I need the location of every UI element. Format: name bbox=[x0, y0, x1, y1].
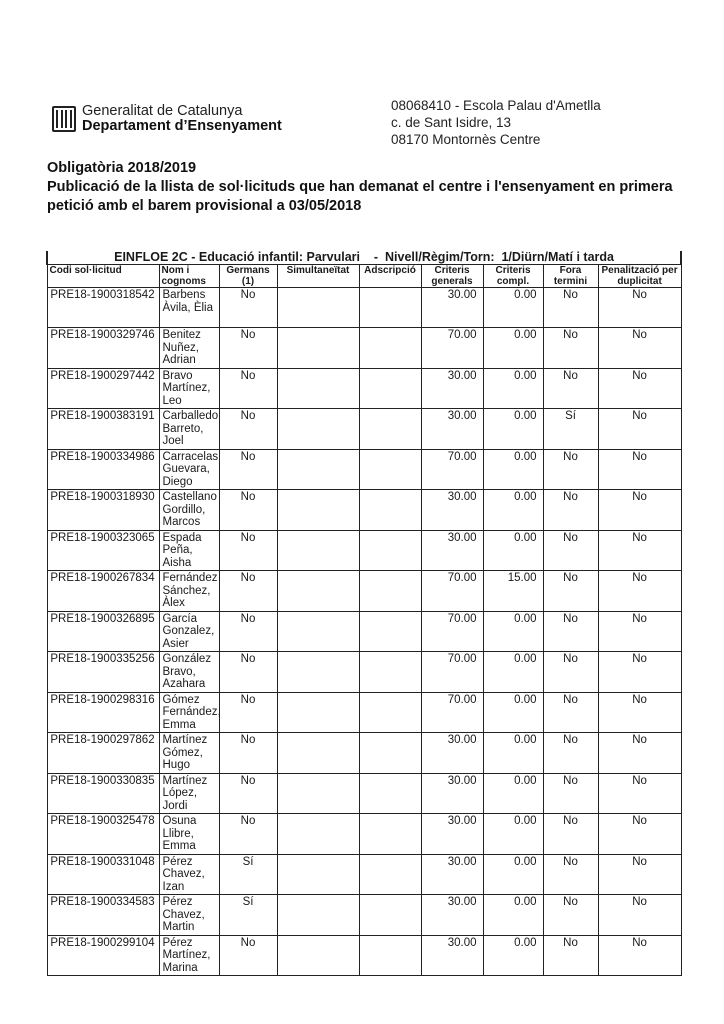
cell-germans: No bbox=[219, 409, 277, 450]
cell-adscripcio bbox=[359, 368, 421, 409]
cell-fora-termini: No bbox=[543, 935, 598, 976]
cell-simultaneitat bbox=[277, 692, 359, 733]
table-row bbox=[47, 935, 681, 976]
col-header-code: Codi sol·licitud bbox=[47, 265, 159, 288]
col-header-fora-termini: Fora termini bbox=[543, 265, 598, 288]
cell-adscripcio bbox=[359, 611, 421, 652]
cell-name: Gómez Fernández, Emma bbox=[159, 692, 219, 733]
cell-code: PRE18-1900297442 bbox=[47, 368, 159, 409]
cell-fora-termini: No bbox=[543, 449, 598, 490]
cell-germans: No bbox=[219, 692, 277, 733]
cell-adscripcio bbox=[359, 652, 421, 693]
cell-criteris-compl: 0.00 bbox=[483, 368, 543, 409]
cell-criteris-generals: 30.00 bbox=[421, 895, 483, 936]
cell-fora-termini: No bbox=[543, 854, 598, 895]
cell-criteris-compl: 0.00 bbox=[483, 490, 543, 531]
cell-germans: No bbox=[219, 328, 277, 369]
cell-penalitzacio: No bbox=[598, 571, 681, 612]
cell-simultaneitat bbox=[277, 409, 359, 450]
cell-adscripcio bbox=[359, 288, 421, 328]
cell-criteris-compl: 0.00 bbox=[483, 935, 543, 976]
cell-germans: No bbox=[219, 530, 277, 571]
cell-criteris-compl: 0.00 bbox=[483, 449, 543, 490]
cell-criteris-generals: 30.00 bbox=[421, 288, 483, 328]
cell-code: PRE18-1900299104 bbox=[47, 935, 159, 976]
cell-code: PRE18-1900318930 bbox=[47, 490, 159, 531]
cell-penalitzacio: No bbox=[598, 449, 681, 490]
cell-germans: No bbox=[219, 611, 277, 652]
cell-adscripcio bbox=[359, 530, 421, 571]
cell-germans: No bbox=[219, 935, 277, 976]
cell-code: PRE18-1900383191 bbox=[47, 409, 159, 450]
cell-criteris-compl: 0.00 bbox=[483, 288, 543, 328]
col-header-germans: Germans (1) bbox=[219, 265, 277, 288]
generalitat-shield-icon bbox=[52, 106, 76, 132]
cell-criteris-generals: 70.00 bbox=[421, 611, 483, 652]
cell-penalitzacio: No bbox=[598, 652, 681, 693]
table-row bbox=[47, 733, 681, 774]
cell-fora-termini: No bbox=[543, 733, 598, 774]
cell-fora-termini: No bbox=[543, 895, 598, 936]
cell-germans: No bbox=[219, 652, 277, 693]
cell-penalitzacio: No bbox=[598, 288, 681, 328]
cell-penalitzacio: No bbox=[598, 692, 681, 733]
cell-adscripcio bbox=[359, 935, 421, 976]
cell-adscripcio bbox=[359, 328, 421, 369]
cell-criteris-generals: 70.00 bbox=[421, 652, 483, 693]
cell-adscripcio bbox=[359, 409, 421, 450]
col-header-simultaneitat: Simultaneïtat bbox=[277, 265, 359, 288]
cell-fora-termini: No bbox=[543, 368, 598, 409]
cell-code: PRE18-1900330835 bbox=[47, 773, 159, 814]
cell-criteris-compl: 0.00 bbox=[483, 814, 543, 855]
col-header-name: Nom i cognoms bbox=[159, 265, 219, 288]
cell-code: PRE18-1900329746 bbox=[47, 328, 159, 369]
cell-fora-termini: No bbox=[543, 490, 598, 531]
cell-simultaneitat bbox=[277, 490, 359, 531]
table-header-row bbox=[47, 265, 681, 288]
cell-name: González Bravo, Azahara bbox=[159, 652, 219, 693]
cell-simultaneitat bbox=[277, 288, 359, 328]
cell-criteris-generals: 30.00 bbox=[421, 490, 483, 531]
cell-criteris-generals: 30.00 bbox=[421, 368, 483, 409]
table-row bbox=[47, 328, 681, 369]
cell-criteris-compl: 0.00 bbox=[483, 854, 543, 895]
col-header-penalitzacio: Penalització per duplicitat bbox=[598, 265, 681, 288]
cell-simultaneitat bbox=[277, 652, 359, 693]
cell-penalitzacio: No bbox=[598, 854, 681, 895]
cell-simultaneitat bbox=[277, 935, 359, 976]
cell-fora-termini: No bbox=[543, 571, 598, 612]
cell-penalitzacio: No bbox=[598, 490, 681, 531]
cell-criteris-generals: 30.00 bbox=[421, 814, 483, 855]
cell-name: Pérez Chavez, Izan bbox=[159, 854, 219, 895]
cell-adscripcio bbox=[359, 814, 421, 855]
cell-criteris-generals: 30.00 bbox=[421, 854, 483, 895]
table-row bbox=[47, 814, 681, 855]
table-row bbox=[47, 571, 681, 612]
cell-criteris-generals: 30.00 bbox=[421, 733, 483, 774]
cell-criteris-compl: 0.00 bbox=[483, 773, 543, 814]
cell-simultaneitat bbox=[277, 571, 359, 612]
cell-simultaneitat bbox=[277, 814, 359, 855]
cell-penalitzacio: No bbox=[598, 530, 681, 571]
document-title bbox=[47, 159, 673, 216]
table-row bbox=[47, 895, 681, 936]
cell-name: Espada Peña, Aisha bbox=[159, 530, 219, 571]
cell-criteris-compl: 15.00 bbox=[483, 571, 543, 612]
col-header-criteris-compl: Criteris compl. bbox=[483, 265, 543, 288]
cell-name: Fernández Sánchez, Àlex bbox=[159, 571, 219, 612]
cell-penalitzacio: No bbox=[598, 368, 681, 409]
cell-criteris-compl: 0.00 bbox=[483, 328, 543, 369]
col-header-adscripcio: Adscripció bbox=[359, 265, 421, 288]
table-row bbox=[47, 368, 681, 409]
cell-germans: No bbox=[219, 449, 277, 490]
table-row bbox=[47, 611, 681, 652]
title-line-3: petició amb el barem provisional a 03/05/2018 bbox=[47, 198, 362, 214]
cell-criteris-compl: 0.00 bbox=[483, 652, 543, 693]
cell-adscripcio bbox=[359, 733, 421, 774]
cell-criteris-generals: 30.00 bbox=[421, 935, 483, 976]
cell-germans: Sí bbox=[219, 854, 277, 895]
organization-name bbox=[82, 104, 282, 134]
cell-adscripcio bbox=[359, 692, 421, 733]
cell-simultaneitat bbox=[277, 449, 359, 490]
cell-code: PRE18-1900298316 bbox=[47, 692, 159, 733]
school-address bbox=[391, 97, 601, 148]
applications-table-container bbox=[46, 251, 680, 976]
table-row bbox=[47, 692, 681, 733]
logo-block bbox=[52, 104, 282, 134]
cell-code: PRE18-1900267834 bbox=[47, 571, 159, 612]
table-row bbox=[47, 288, 681, 328]
cell-code: PRE18-1900325478 bbox=[47, 814, 159, 855]
cell-code: PRE18-1900297862 bbox=[47, 733, 159, 774]
cell-penalitzacio: No bbox=[598, 814, 681, 855]
title-line-1: Obligatòria 2018/2019 bbox=[47, 160, 197, 176]
cell-fora-termini: No bbox=[543, 530, 598, 571]
cell-fora-termini: No bbox=[543, 652, 598, 693]
cell-name: Pérez Martínez, Marina bbox=[159, 935, 219, 976]
cell-germans: Sí bbox=[219, 895, 277, 936]
cell-fora-termini: No bbox=[543, 814, 598, 855]
cell-criteris-compl: 0.00 bbox=[483, 733, 543, 774]
cell-penalitzacio: No bbox=[598, 409, 681, 450]
table-row bbox=[47, 530, 681, 571]
cell-criteris-generals: 70.00 bbox=[421, 328, 483, 369]
cell-criteris-compl: 0.00 bbox=[483, 895, 543, 936]
cell-simultaneitat bbox=[277, 773, 359, 814]
cell-name: Martínez Gómez, Hugo bbox=[159, 733, 219, 774]
cell-criteris-compl: 0.00 bbox=[483, 530, 543, 571]
cell-simultaneitat bbox=[277, 328, 359, 369]
cell-adscripcio bbox=[359, 854, 421, 895]
cell-fora-termini: No bbox=[543, 288, 598, 328]
cell-germans: No bbox=[219, 773, 277, 814]
org-line-2: Departament d’Ensenyament bbox=[82, 118, 282, 134]
cell-adscripcio bbox=[359, 773, 421, 814]
cell-code: PRE18-1900323065 bbox=[47, 530, 159, 571]
school-name: 08068410 - Escola Palau d'Ametlla bbox=[391, 98, 601, 113]
cell-simultaneitat bbox=[277, 895, 359, 936]
school-street: c. de Sant Isidre, 13 bbox=[391, 115, 512, 130]
table-row bbox=[47, 449, 681, 490]
cell-code: PRE18-1900318542 bbox=[47, 288, 159, 328]
table-row bbox=[47, 490, 681, 531]
cell-name: Carracelas Guevara, Diego bbox=[159, 449, 219, 490]
cell-name: Bravo Martínez, Leo bbox=[159, 368, 219, 409]
cell-penalitzacio: No bbox=[598, 611, 681, 652]
table-row bbox=[47, 854, 681, 895]
applications-table bbox=[46, 251, 682, 976]
cell-fora-termini: No bbox=[543, 611, 598, 652]
cell-name: Carballedo Barreto, Joel bbox=[159, 409, 219, 450]
cell-name: Pérez Chavez, Martin bbox=[159, 895, 219, 936]
table-row bbox=[47, 773, 681, 814]
cell-name: Barbens Àvila, Èlia bbox=[159, 288, 219, 328]
cell-code: PRE18-1900331048 bbox=[47, 854, 159, 895]
cell-fora-termini: No bbox=[543, 692, 598, 733]
cell-simultaneitat bbox=[277, 611, 359, 652]
cell-simultaneitat bbox=[277, 733, 359, 774]
cell-criteris-generals: 30.00 bbox=[421, 773, 483, 814]
cell-name: Osuna Llibre, Emma bbox=[159, 814, 219, 855]
cell-germans: No bbox=[219, 814, 277, 855]
cell-simultaneitat bbox=[277, 530, 359, 571]
cell-adscripcio bbox=[359, 449, 421, 490]
cell-germans: No bbox=[219, 368, 277, 409]
cell-criteris-generals: 70.00 bbox=[421, 449, 483, 490]
cell-code: PRE18-1900334986 bbox=[47, 449, 159, 490]
cell-adscripcio bbox=[359, 490, 421, 531]
cell-code: PRE18-1900334583 bbox=[47, 895, 159, 936]
cell-simultaneitat bbox=[277, 854, 359, 895]
org-line-1: Generalitat de Catalunya bbox=[82, 103, 243, 119]
cell-criteris-generals: 30.00 bbox=[421, 409, 483, 450]
cell-fora-termini: No bbox=[543, 328, 598, 369]
school-city: 08170 Montornès Centre bbox=[391, 132, 541, 147]
cell-criteris-generals: 70.00 bbox=[421, 692, 483, 733]
table-row bbox=[47, 652, 681, 693]
cell-criteris-generals: 70.00 bbox=[421, 571, 483, 612]
cell-criteris-compl: 0.00 bbox=[483, 409, 543, 450]
cell-name: Castellano Gordillo, Marcos bbox=[159, 490, 219, 531]
cell-adscripcio bbox=[359, 571, 421, 612]
cell-germans: No bbox=[219, 571, 277, 612]
cell-code: PRE18-1900335256 bbox=[47, 652, 159, 693]
cell-adscripcio bbox=[359, 895, 421, 936]
cell-criteris-compl: 0.00 bbox=[483, 611, 543, 652]
cell-code: PRE18-1900326895 bbox=[47, 611, 159, 652]
cell-fora-termini: No bbox=[543, 773, 598, 814]
cell-name: Benitez Nuñez, Adrian bbox=[159, 328, 219, 369]
cell-penalitzacio: No bbox=[598, 895, 681, 936]
table-row bbox=[47, 409, 681, 450]
cell-penalitzacio: No bbox=[598, 773, 681, 814]
cell-penalitzacio: No bbox=[598, 935, 681, 976]
title-line-2: Publicació de la llista de sol·licituds que han demanat el centre i l'ensenyament en primera bbox=[47, 179, 673, 195]
cell-germans: No bbox=[219, 490, 277, 531]
cell-germans: No bbox=[219, 288, 277, 328]
cell-criteris-generals: 30.00 bbox=[421, 530, 483, 571]
cell-name: Martínez López, Jordi bbox=[159, 773, 219, 814]
cell-penalitzacio: No bbox=[598, 328, 681, 369]
cell-simultaneitat bbox=[277, 368, 359, 409]
cell-name: García Gonzalez, Asier bbox=[159, 611, 219, 652]
table-caption: EINFLOE 2C - Educació infantil: Parvulari - Nivell/Règim/Torn: 1/Diürn/Matí i tarda bbox=[47, 251, 681, 265]
col-header-criteris-generals: Criteris generals bbox=[421, 265, 483, 288]
cell-germans: No bbox=[219, 733, 277, 774]
cell-criteris-compl: 0.00 bbox=[483, 692, 543, 733]
cell-penalitzacio: No bbox=[598, 733, 681, 774]
cell-fora-termini: Sí bbox=[543, 409, 598, 450]
